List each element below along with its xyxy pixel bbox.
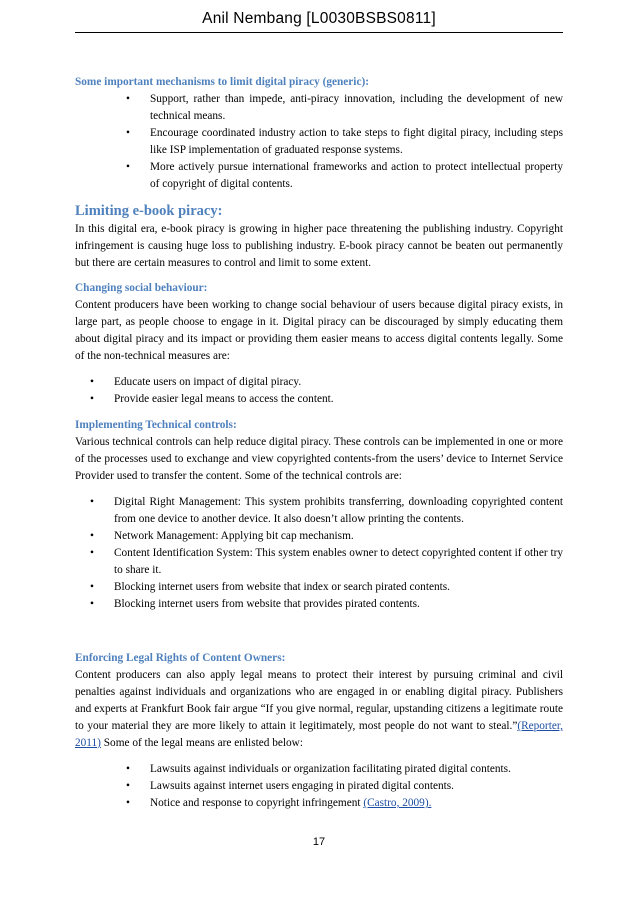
bullet-icon: • bbox=[90, 376, 94, 388]
list-item: • Network Management: Applying bit cap mechanism. bbox=[114, 528, 563, 545]
legal-rights-paragraph: Content producers can also apply legal means to protect their interest by pursuing criminal and civil penalties against individuals and organizations who are engaged in or enabling digital piracy. Publishers and experts at Frankfurt Book fair argue “If you give normal, regular, upstanding citizens a legitimate route to your material they are more likely to attain it legitimately, most people do not want to steal.”(Reporter, 2011) Some of the legal means are enlisted below: bbox=[75, 669, 563, 749]
bullet-icon: • bbox=[126, 797, 130, 809]
list-item: • Provide easier legal means to access the content. bbox=[114, 391, 563, 408]
bullet-icon: • bbox=[90, 581, 94, 593]
legal-means-list bbox=[75, 761, 563, 812]
bullet-icon: • bbox=[90, 598, 94, 610]
section-heading-social-behaviour: Changing social behaviour: bbox=[75, 282, 208, 294]
generic-mechanisms-list bbox=[75, 91, 563, 193]
bullet-icon: • bbox=[90, 393, 94, 405]
bullet-icon: • bbox=[126, 93, 130, 105]
list-item: • Lawsuits against internet users engaging in pirated digital contents. bbox=[150, 778, 563, 795]
section-heading-generic-mechanisms: Some important mechanisms to limit digital piracy (generic): bbox=[75, 76, 369, 88]
list-item: • Digital Right Management: This system prohibits transferring, downloading copyrighted content from one device to another device. It also doesn’t allow printing the contents. bbox=[90, 496, 563, 525]
ebook-piracy-paragraph: In this digital era, e-book piracy is growing in higher pace threatening the publishing industry. Copyright infringement is causing huge loss to publishing industry. E-book piracy cannot be beaten out permanently but there are certain measures to control and limit to some extent. bbox=[75, 223, 563, 269]
bullet-icon: • bbox=[90, 547, 94, 559]
bullet-icon: • bbox=[126, 780, 130, 792]
list-item: • Blocking internet users from website that provides pirated contents. bbox=[114, 596, 563, 613]
citation-link-reporter[interactable]: (Reporter, 2011) bbox=[75, 720, 563, 749]
bullet-icon: • bbox=[126, 127, 130, 139]
bullet-icon: • bbox=[90, 530, 94, 542]
list-item: • Notice and response to copyright infringement (Castro, 2009). bbox=[150, 795, 563, 812]
technical-controls-paragraph: Various technical controls can help reduce digital piracy. These controls can be implemented in one or more of the processes used to exchange and view copyrighted contents-from the users’ device to Internet Service Provider used to transfer the content. Some of the technical controls are: bbox=[75, 436, 563, 482]
bullet-icon: • bbox=[126, 763, 130, 775]
list-item: • More actively pursue international frameworks and action to protect intellectual property of copyright of digital contents. bbox=[126, 161, 563, 190]
section-heading-legal-rights: Enforcing Legal Rights of Content Owners: bbox=[75, 652, 286, 664]
section-heading-ebook-piracy: Limiting e-book piracy: bbox=[75, 203, 223, 219]
list-item: • Educate users on impact of digital piracy. bbox=[114, 374, 563, 391]
list-item: • Support, rather than impede, anti-piracy innovation, including the development of new technical means. bbox=[126, 93, 563, 122]
citation-link-castro[interactable]: (Castro, 2009). bbox=[363, 797, 432, 809]
non-technical-measures-list bbox=[75, 374, 563, 408]
technical-controls-list bbox=[75, 494, 563, 613]
list-item: • Encourage coordinated industry action to take steps to fight digital piracy, including steps like ISP implementation of graduated response systems. bbox=[126, 127, 563, 156]
document-body bbox=[75, 74, 563, 812]
bullet-icon: • bbox=[126, 161, 130, 173]
list-item: • Lawsuits against individuals or organization facilitating pirated digital contents. bbox=[150, 761, 563, 778]
section-heading-technical-controls: Implementing Technical controls: bbox=[75, 419, 237, 431]
page-header: Anil Nembang [L0030BSBS0811] bbox=[202, 10, 436, 27]
social-behaviour-paragraph: Content producers have been working to change social behaviour of users because digital piracy exists, in large part, as people choose to engage in it. Digital piracy can be discouraged by simply educating them about digital piracy and its impact or providing them easier means to access digital contents legally. Some of the non-technical measures are: bbox=[75, 299, 563, 362]
bullet-icon: • bbox=[90, 496, 94, 508]
list-item: • Blocking internet users from website that index or search pirated contents. bbox=[114, 579, 563, 596]
header-rule bbox=[75, 32, 563, 33]
page-number: 17 bbox=[312, 836, 326, 848]
list-item: • Content Identification System: This system enables owner to detect copyrighted content if other try to share it. bbox=[90, 547, 563, 576]
